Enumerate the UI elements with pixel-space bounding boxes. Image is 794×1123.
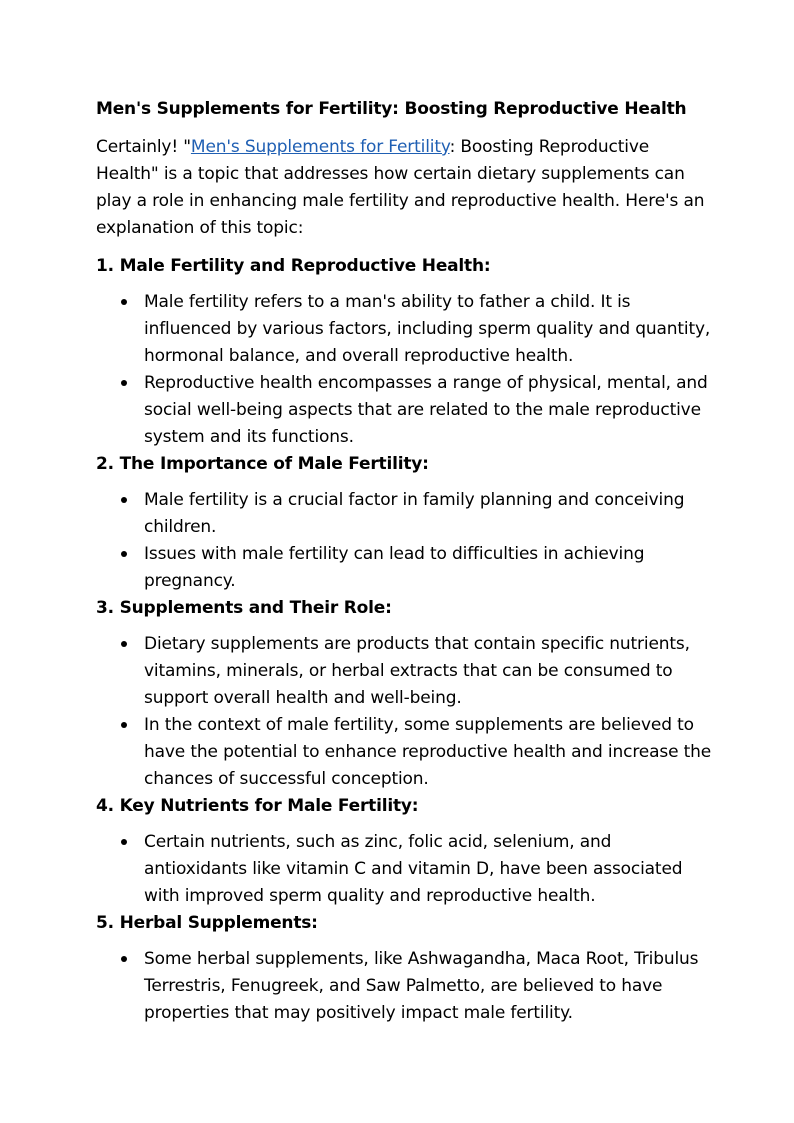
document-page xyxy=(96,96,712,1027)
section-1-list xyxy=(96,289,711,451)
section-5-list xyxy=(96,946,702,1027)
list-item xyxy=(96,541,702,595)
list-item-line: Issues with male fertility can lead to difficulties in achieving xyxy=(144,544,645,564)
section-4-list xyxy=(96,829,702,910)
list-item-line: Male fertility refers to a man's ability to father a child. It is xyxy=(144,292,631,312)
list-item-line: children. xyxy=(144,517,217,537)
supplements-link[interactable]: Men's Supplements for Fertility xyxy=(190,137,450,157)
list-item-line: Certain nutrients, such as zinc, folic acid, selenium, and xyxy=(144,832,612,852)
list-item-line: chances of successful conception. xyxy=(144,769,429,789)
document-title: Men's Supplements for Fertility: Boosting Reproductive Health xyxy=(96,99,687,119)
list-item-line: Reproductive health encompasses a range of physical, mental, and xyxy=(144,373,708,393)
list-item xyxy=(96,289,711,370)
list-item-line: have the potential to enhance reproductive health and increase the xyxy=(144,742,712,762)
list-item-line: vitamins, minerals, or herbal extracts that can be consumed to xyxy=(144,661,673,681)
list-item-line: Terrestris, Fenugreek, and Saw Palmetto, are believed to have xyxy=(144,976,663,996)
section-heading-male-fertility-reproductive-health: 1. Male Fertility and Reproductive Health: xyxy=(96,256,491,276)
list-item-line: support overall health and well-being. xyxy=(144,688,462,708)
list-item-line: influenced by various factors, including sperm quality and quantity, xyxy=(144,319,711,339)
list-item xyxy=(96,829,702,910)
list-item-line: In the context of male fertility, some supplements are believed to xyxy=(144,715,694,735)
list-item-line: Dietary supplements are products that contain specific nutrients, xyxy=(144,634,690,654)
list-item-line: system and its functions. xyxy=(144,427,354,447)
section-heading-herbal-supplements: 5. Herbal Supplements: xyxy=(96,913,318,933)
list-item xyxy=(96,370,708,451)
list-item-line: properties that may positively impact male fertility. xyxy=(144,1003,573,1023)
list-item xyxy=(96,487,702,541)
intro-prefix: Certainly! " xyxy=(96,137,191,157)
list-item xyxy=(96,631,702,712)
intro-line-1 xyxy=(96,134,702,161)
list-item-line: with improved sperm quality and reproductive health. xyxy=(144,886,596,906)
list-item-line: Some herbal supplements, like Ashwagandha, Maca Root, Tribulus xyxy=(144,949,699,969)
list-item xyxy=(96,712,712,793)
list-item-line: pregnancy. xyxy=(144,571,236,591)
intro-line-2: Health" is a topic that addresses how certain dietary supplements can xyxy=(96,164,685,184)
list-item-line: antioxidants like vitamin C and vitamin D, have been associated xyxy=(144,859,683,879)
section-3-list xyxy=(96,631,712,793)
intro-line-3: play a role in enhancing male fertility and reproductive health. Here's an xyxy=(96,191,705,211)
section-heading-key-nutrients: 4. Key Nutrients for Male Fertility: xyxy=(96,796,419,816)
intro-paragraph xyxy=(96,134,705,242)
list-item-line: hormonal balance, and overall reproductive health. xyxy=(144,346,574,366)
section-heading-importance-male-fertility: 2. The Importance of Male Fertility: xyxy=(96,454,429,474)
intro-line-1-suffix: : Boosting Reproductive xyxy=(449,137,650,157)
list-item-line: social well-being aspects that are related to the male reproductive xyxy=(144,400,701,420)
section-2-list xyxy=(96,487,702,595)
list-item xyxy=(96,946,702,1027)
list-item-line: Male fertility is a crucial factor in family planning and conceiving xyxy=(144,490,685,510)
section-heading-supplements-role: 3. Supplements and Their Role: xyxy=(96,598,392,618)
intro-line-4: explanation of this topic: xyxy=(96,218,304,238)
